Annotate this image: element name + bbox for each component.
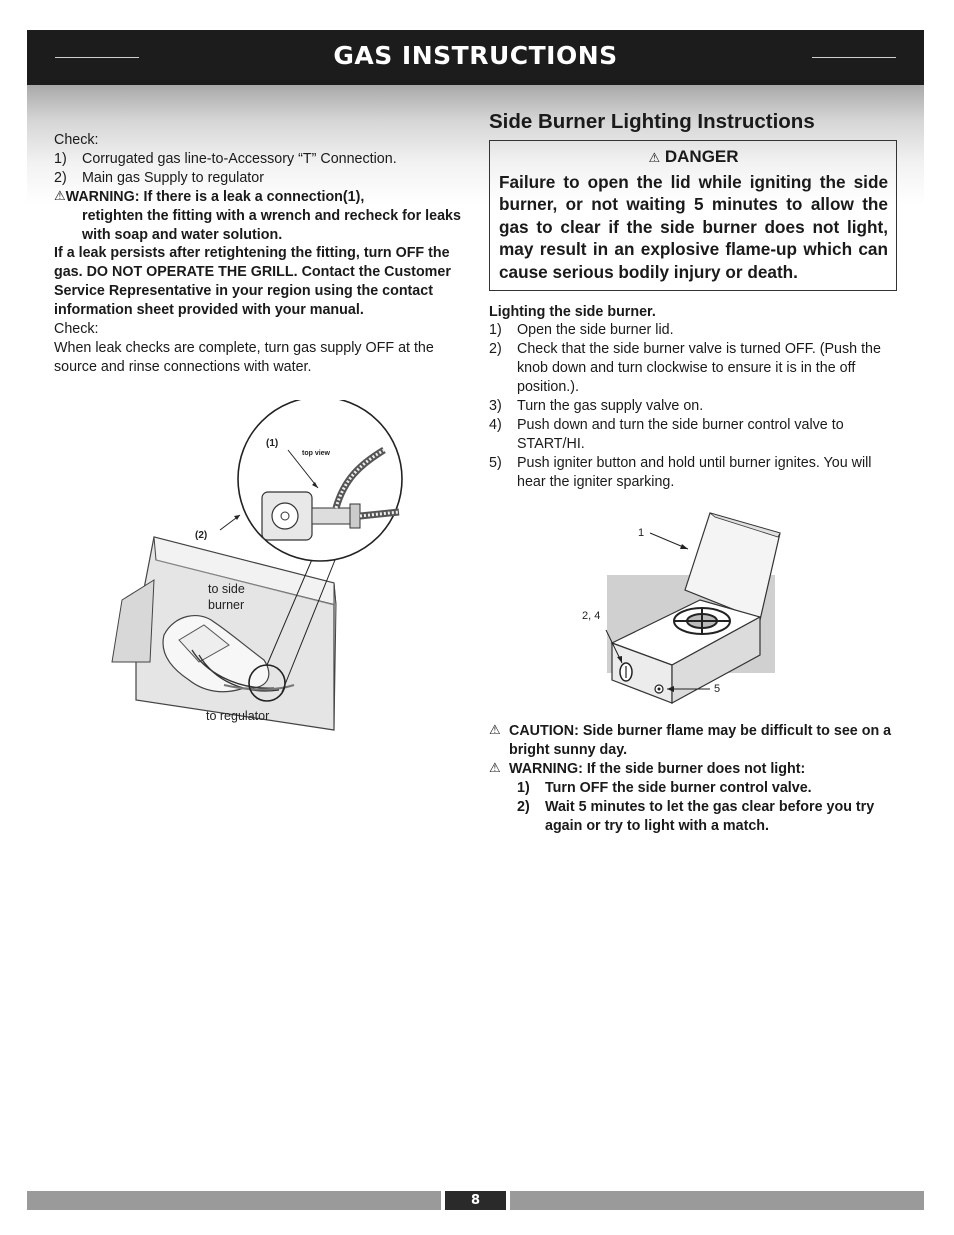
caution-note: ⚠ CAUTION: Side burner flame may be difficult to see on a bright sunny day. xyxy=(489,723,892,758)
check-label-2: Check: xyxy=(54,321,99,338)
footer-bar-left xyxy=(27,1191,441,1210)
callout-1: (1) xyxy=(266,438,279,449)
label-to-side-burner: to side burner xyxy=(208,582,245,612)
callout-2-4: 2, 4 xyxy=(582,610,601,622)
header-rule-right xyxy=(812,57,896,58)
list-item: 2) Check that the side burner valve is turned OFF. (Push the knob down and turn clockwise to ensure it is in the off position.). xyxy=(489,341,881,396)
section-title: Side Burner Lighting Instructions xyxy=(489,110,815,133)
warning-icon: ⚠ xyxy=(54,188,66,204)
warning-icon: ⚠ xyxy=(489,760,501,776)
page-header xyxy=(27,30,924,85)
warning-note: ⚠ WARNING: If the side burner does not light: xyxy=(489,760,806,777)
callout-1: 1 xyxy=(638,527,645,539)
page-number: 8 xyxy=(445,1191,506,1210)
grill-connection-drawing xyxy=(104,400,404,740)
warning-steps xyxy=(489,779,899,836)
callout-5: 5 xyxy=(714,683,721,695)
list-item: 5) Push igniter button and hold until burner ignites. You will hear the igniter sparking. xyxy=(489,454,872,490)
steps-title: Lighting the side burner. xyxy=(489,303,656,320)
list-item: 3) Turn the gas supply valve on. xyxy=(489,398,704,415)
danger-heading: ⚠ DANGER xyxy=(648,147,739,166)
danger-box xyxy=(489,140,897,291)
label-to-regulator: to regulator xyxy=(206,709,270,723)
check-label: Check: xyxy=(54,132,99,148)
danger-icon: ⚠ xyxy=(648,151,661,166)
leak-warning: ⚠ WARNING: If there is a leak a connection(1), xyxy=(54,188,365,205)
footer-bar-right xyxy=(510,1191,924,1210)
page-footer xyxy=(27,1191,924,1210)
list-item: 4) Push down and turn the side burner control valve to START/HI. xyxy=(489,417,844,452)
side-burner-section xyxy=(489,110,899,492)
side-burner-diagram xyxy=(570,505,790,705)
caution-icon: ⚠ xyxy=(489,723,501,738)
leak-persist-instructions: If a leak persists after retightening the fitting, turn OFF the gas. DO NOT OPERATE THE GRILL. Contact the Customer Service Representative in your region using the contact information sheet provided with your manual. xyxy=(54,245,451,319)
side-burner-drawing xyxy=(570,505,790,705)
leak-check-section xyxy=(54,131,464,377)
callout-top-view: top view xyxy=(302,450,331,457)
list-item: 2) Wait 5 minutes to let the gas clear before you try again or try to light with a match. xyxy=(517,798,875,834)
list-item: 1) Turn OFF the side burner control valve. xyxy=(517,779,812,796)
list-item: 1) Corrugated gas line-to-Accessory “T” Connection. xyxy=(54,150,397,167)
lighting-steps xyxy=(489,303,899,492)
list-item: 1) Open the side burner lid. xyxy=(489,322,674,339)
page-title: GAS INSTRUCTIONS xyxy=(333,41,618,70)
danger-text: Failure to open the lid while igniting the side burner, or not waiting 5 minutes to allow the gas to clear if the side burner does not light, may result in an explosive flame-up which can cause serious bodily injury or death. xyxy=(499,171,888,282)
caution-warning-notes xyxy=(489,722,899,835)
leak-warning-continued: retighten the fitting with a wrench and recheck for leaks with soap and water solution. xyxy=(82,207,461,243)
callout-2: (2) xyxy=(195,530,208,541)
leak-check-diagram xyxy=(104,400,404,740)
list-item: 2) Main gas Supply to regulator xyxy=(54,169,264,186)
final-instructions: When leak checks are complete, turn gas supply OFF at the source and rinse connections with water. xyxy=(54,339,434,375)
